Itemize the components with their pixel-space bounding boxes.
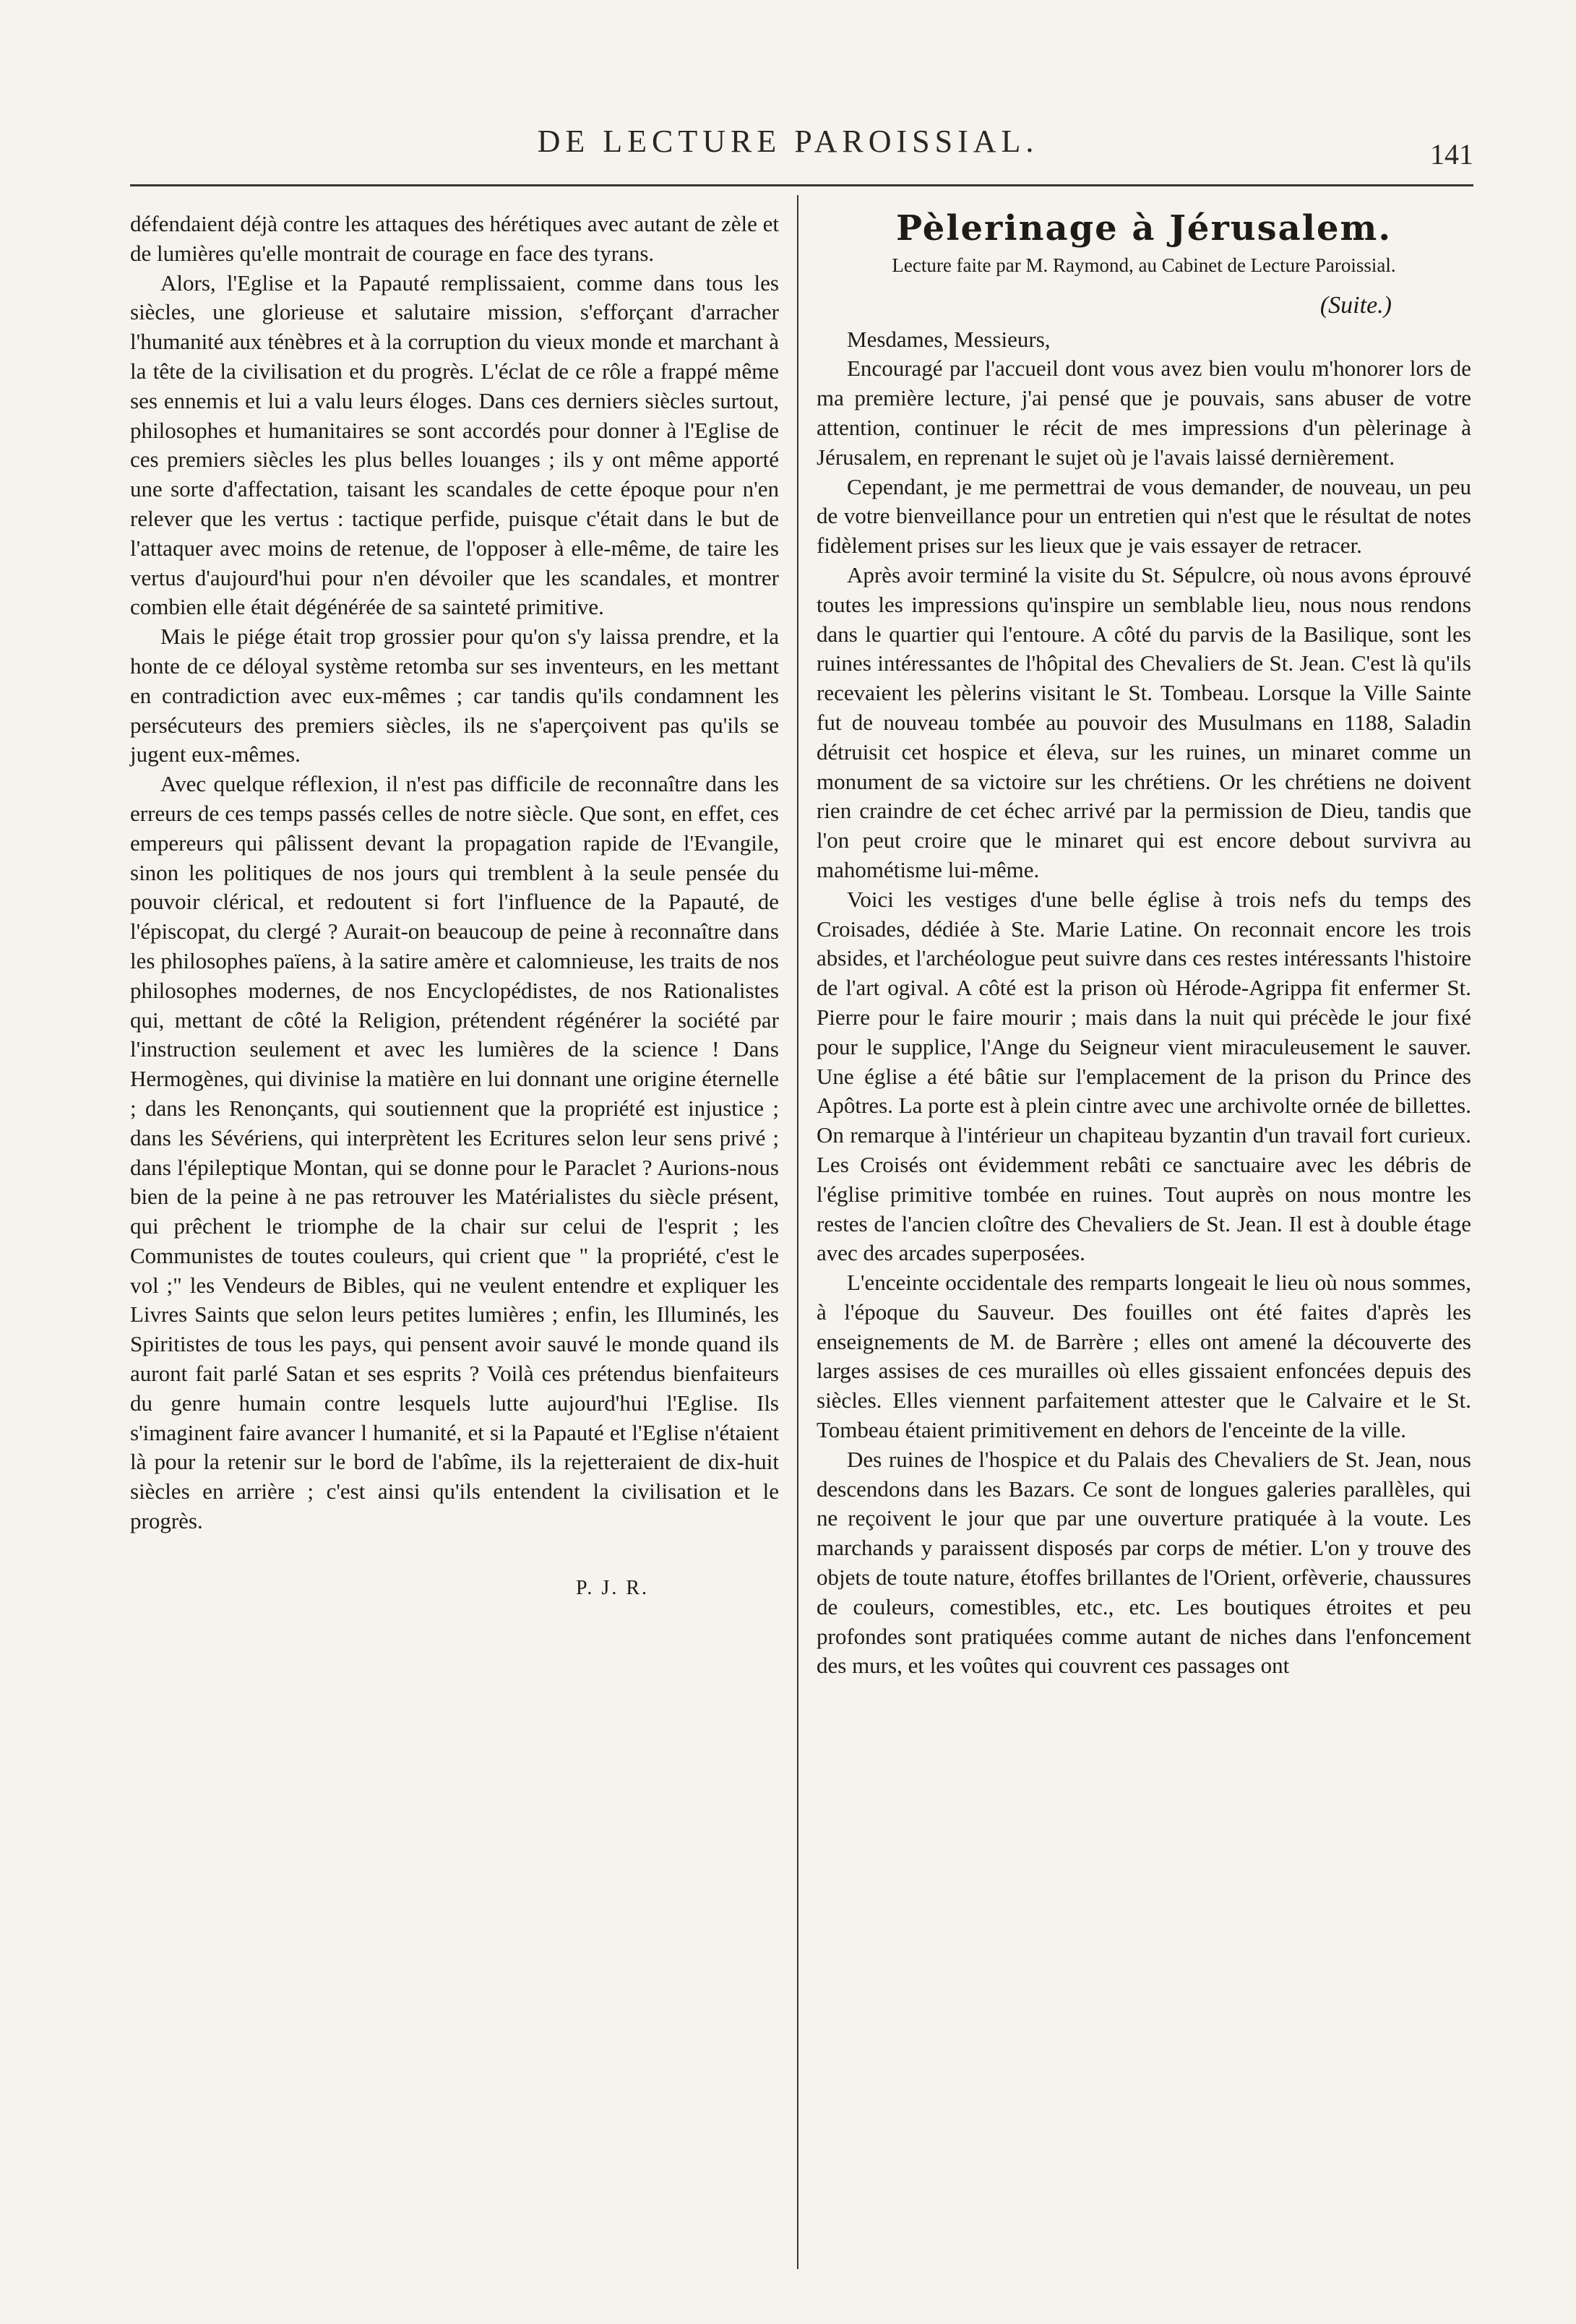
paragraph: Avec quelque réflexion, il n'est pas difficile de reconnaître dans les erreurs de ces temps passés celles de notre siècle. Que sont, en effet, ces empereurs qui pâlissent devant la propagation rapide de l'Evangile, sinon les politiques de nos jours qui tremblent à la seule pensée du pouvoir clérical, et redoutent si fort l'influence de la Papauté, de l'épiscopat, du clergé ? Aurait-on beaucoup de peine à reconnaître dans les philosophes païens, à la satire amère et calomnieuse, les traits de nos philosophes modernes, de nos Encyclopédistes, de nos Rationalistes qui, mettant de côté la Religion, prétendent régénérer la société par l'instruction seulement et avec les lumières de la science ! Dans Hermogènes, qui divinise la matière en lui donnant une origine éternelle ; dans les Renonçants, qui soutiennent que la propriété est injustice ; dans les Sévériens, qui interprètent les Ecritures selon leur sens privé ; dans l'épileptique Montan, qui se donne pour le Paraclet ? Aurions-nous bien de la peine à ne pas retrouver les Matérialistes du siècle présent, qui prêchent le triomphe de la chair sur celui de l'esprit ; les Communistes de toutes couleurs, qui crient que " la propriété, c'est le vol ;" les Vendeurs de Bibles, qui ne veulent entendre et expliquer les Livres Saints que selon leurs petites lumières ; enfin, les Illuminés, les Spiritistes de tous les pays, qui pensent avoir sauvé le monde quand ils auront fait parlé Satan et ses esprits ? Voilà ces prétendus bienfaiteurs du genre humain contre lesquels lutte aujourd'hui l'Eglise. Ils s'imaginent faire avancer l humanité, et si la Papauté et l'Eglise n'étaient là pour la retenir sur le bord de l'abîme, ils la rejetteraient de dix-huit siècles en arrière ; c'est ainsi qu'ils entendent la civilisation et le progrès. [130, 771, 779, 1534]
paragraph: Mais le piége était trop grossier pour qu'on s'y laissa prendre, et la honte de ce déloyal système retomba sur ses inventeurs, en les mettant en contradiction avec eux-mêmes ; car tandis qu'ils condamnent les persécuteurs des premiers siècles, ils ne s'aperçoivent pas qu'ils se jugent eux-mêmes. [130, 624, 779, 767]
paragraph: Voici les vestiges d'une belle église à trois nefs du temps des Croisades, dédiée à Ste. Marie Latine. On reconnait encore les trois absides, et l'archéologue peut suivre dans ces restes intéressants l'histoire de l'art ogival. A côté est la prison où Hérode-Agrippa fit enfermer St. Pierre pour le faire mourir ; mais dans la nuit qui précède le jour fixé pour le supplice, l'Ange du Seigneur vient miraculeusement le sauver. Une église a été bâtie sur l'emplacement de la prison du Prince des Apôtres. La porte est à plein cintre avec une archivolte ornée de billettes. On remarque à l'intérieur un chapiteau byzantin d'un travail fort curieux. Les Croisés ont évidemment rebâti ce sanctuaire avec les débris de l'église primitive tombée en ruines. Tout auprès on nous montre les restes de l'ancien cloître des Chevaliers de St. Jean. Il est à double étage avec des arcades superposées. [817, 886, 1471, 1266]
column-divider [797, 195, 798, 2269]
paragraph: Cependant, je me permettrai de vous demander, de nouveau, un peu de votre bienveillance pour un entretien qui n'est que le résultat de notes fidèlement prises sur les lieux que je vais essayer de retracer. [817, 473, 1471, 559]
running-title: DE LECTURE PAROISSIAL. [537, 124, 1039, 159]
left-column [130, 210, 779, 1604]
paragraph: Après avoir terminé la visite du St. Sépulcre, où nous avons éprouvé toutes les impressions qu'inspire un semblable lieu, nous nous rendons dans le quartier qui l'entoure. A côté du parvis de la Basilique, sont les ruines intéressantes de l'hôpital des Chevaliers de St. Jean. C'est là qu'ils recevaient les pèlerins visitant le St. Tombeau. Lorsque la Ville Sainte fut de nouveau tombée au pouvoir des Musulmans en 1188, Saladin détruisit cet hospice et éleva, sur les ruines, un minaret comme un monument de sa victoire sur les chrétiens. Or les chrétiens ne doivent rien craindre de cet échec arrivé par la permission de Dieu, tandis que l'on peut croire que le minaret qui est encore debout survivra au mahométisme lui-même. [817, 561, 1471, 882]
article-byline: Lecture faite par M. Raymond, au Cabinet de Lecture Paroissial. [892, 254, 1396, 276]
author-signature: P. J. R. [575, 1576, 649, 1599]
paragraph: défendaient déjà contre les attaques des hérétiques avec autant de zèle et de lumières qu'elle montrait de courage en face des tyrans. [130, 211, 779, 266]
continuation-note: (Suite.) [1319, 291, 1392, 319]
paragraph: L'enceinte occidentale des remparts longeait le lieu où nous sommes, à l'époque du Sauveur. Des fouilles ont été faites d'après les enseignements de M. de Barrère ; elles ont amené la découverte des larges assises de ces murailles où elles gissaient enfoncées depuis des siècles. Elles viennent parfaitement attester que le Calvaire et le St. Tombeau étaient primitivement en dehors de l'enceinte de la ville. [817, 1270, 1471, 1443]
paragraph: Alors, l'Eglise et la Papauté remplissaient, comme dans tous les siècles, une glorieuse et salutaire mission, s'efforçant d'arracher l'humanité aux ténèbres et à la corruption du vieux monde et marchant à la tête de la civilisation et du progrès. L'éclat de ce rôle a frappé même ses ennemis et lui a valu leurs éloges. Dans ces derniers siècles surtout, philosophes et humanitaires se sont accordés pour donner à l'Eglise de ces premiers siècles les plus belles louanges ; ils y ont même apporté une sorte d'affectation, taisant les scandales de cette époque pour n'en relever que les vertus : tactique perfide, puisque c'était dans le but de l'attaquer avec moins de retenue, de l'opposer à elle-même, de taire les vertus d'aujourd'hui pour n'en dévoiler que les scandales, et montrer combien elle était dégénérée de sa sainteté primitive. [130, 270, 779, 620]
right-column [817, 210, 1471, 1681]
article-title: Pèlerinage à Jérusalem. [895, 208, 1392, 249]
header-rule [130, 184, 1473, 186]
paragraph: Des ruines de l'hospice et du Palais des Chevaliers de St. Jean, nous descendons dans les Bazars. Ce sont de longues galeries parallèles, qui ne reçoivent le jour que par une ouverture pratiquée à la voute. Les marchands y paraissent disposés par corps de métier. L'on y trouve des objets de toute nature, étoffes brillantes de l'Orient, orfèverie, chaussures de couleurs, comestibles, etc., etc. Les boutiques étroites et peu profondes sont pratiquées comme autant de niches dans l'enfoncement des murs, et les voûtes qui couvrent ces passages ont [817, 1446, 1471, 1679]
salutation: Mesdames, Messieurs, [847, 326, 1051, 352]
page-number: 141 [1430, 138, 1473, 171]
paragraph: Encouragé par l'accueil dont vous avez bien voulu m'honorer lors de ma première lecture, j'ai pensé que je pouvais, sans abuser de votre attention, continuer le récit de mes impressions d'un pèlerinage à Jérusalem, en reprenant le sujet où je l'avais laissé dernièrement. [817, 356, 1471, 470]
